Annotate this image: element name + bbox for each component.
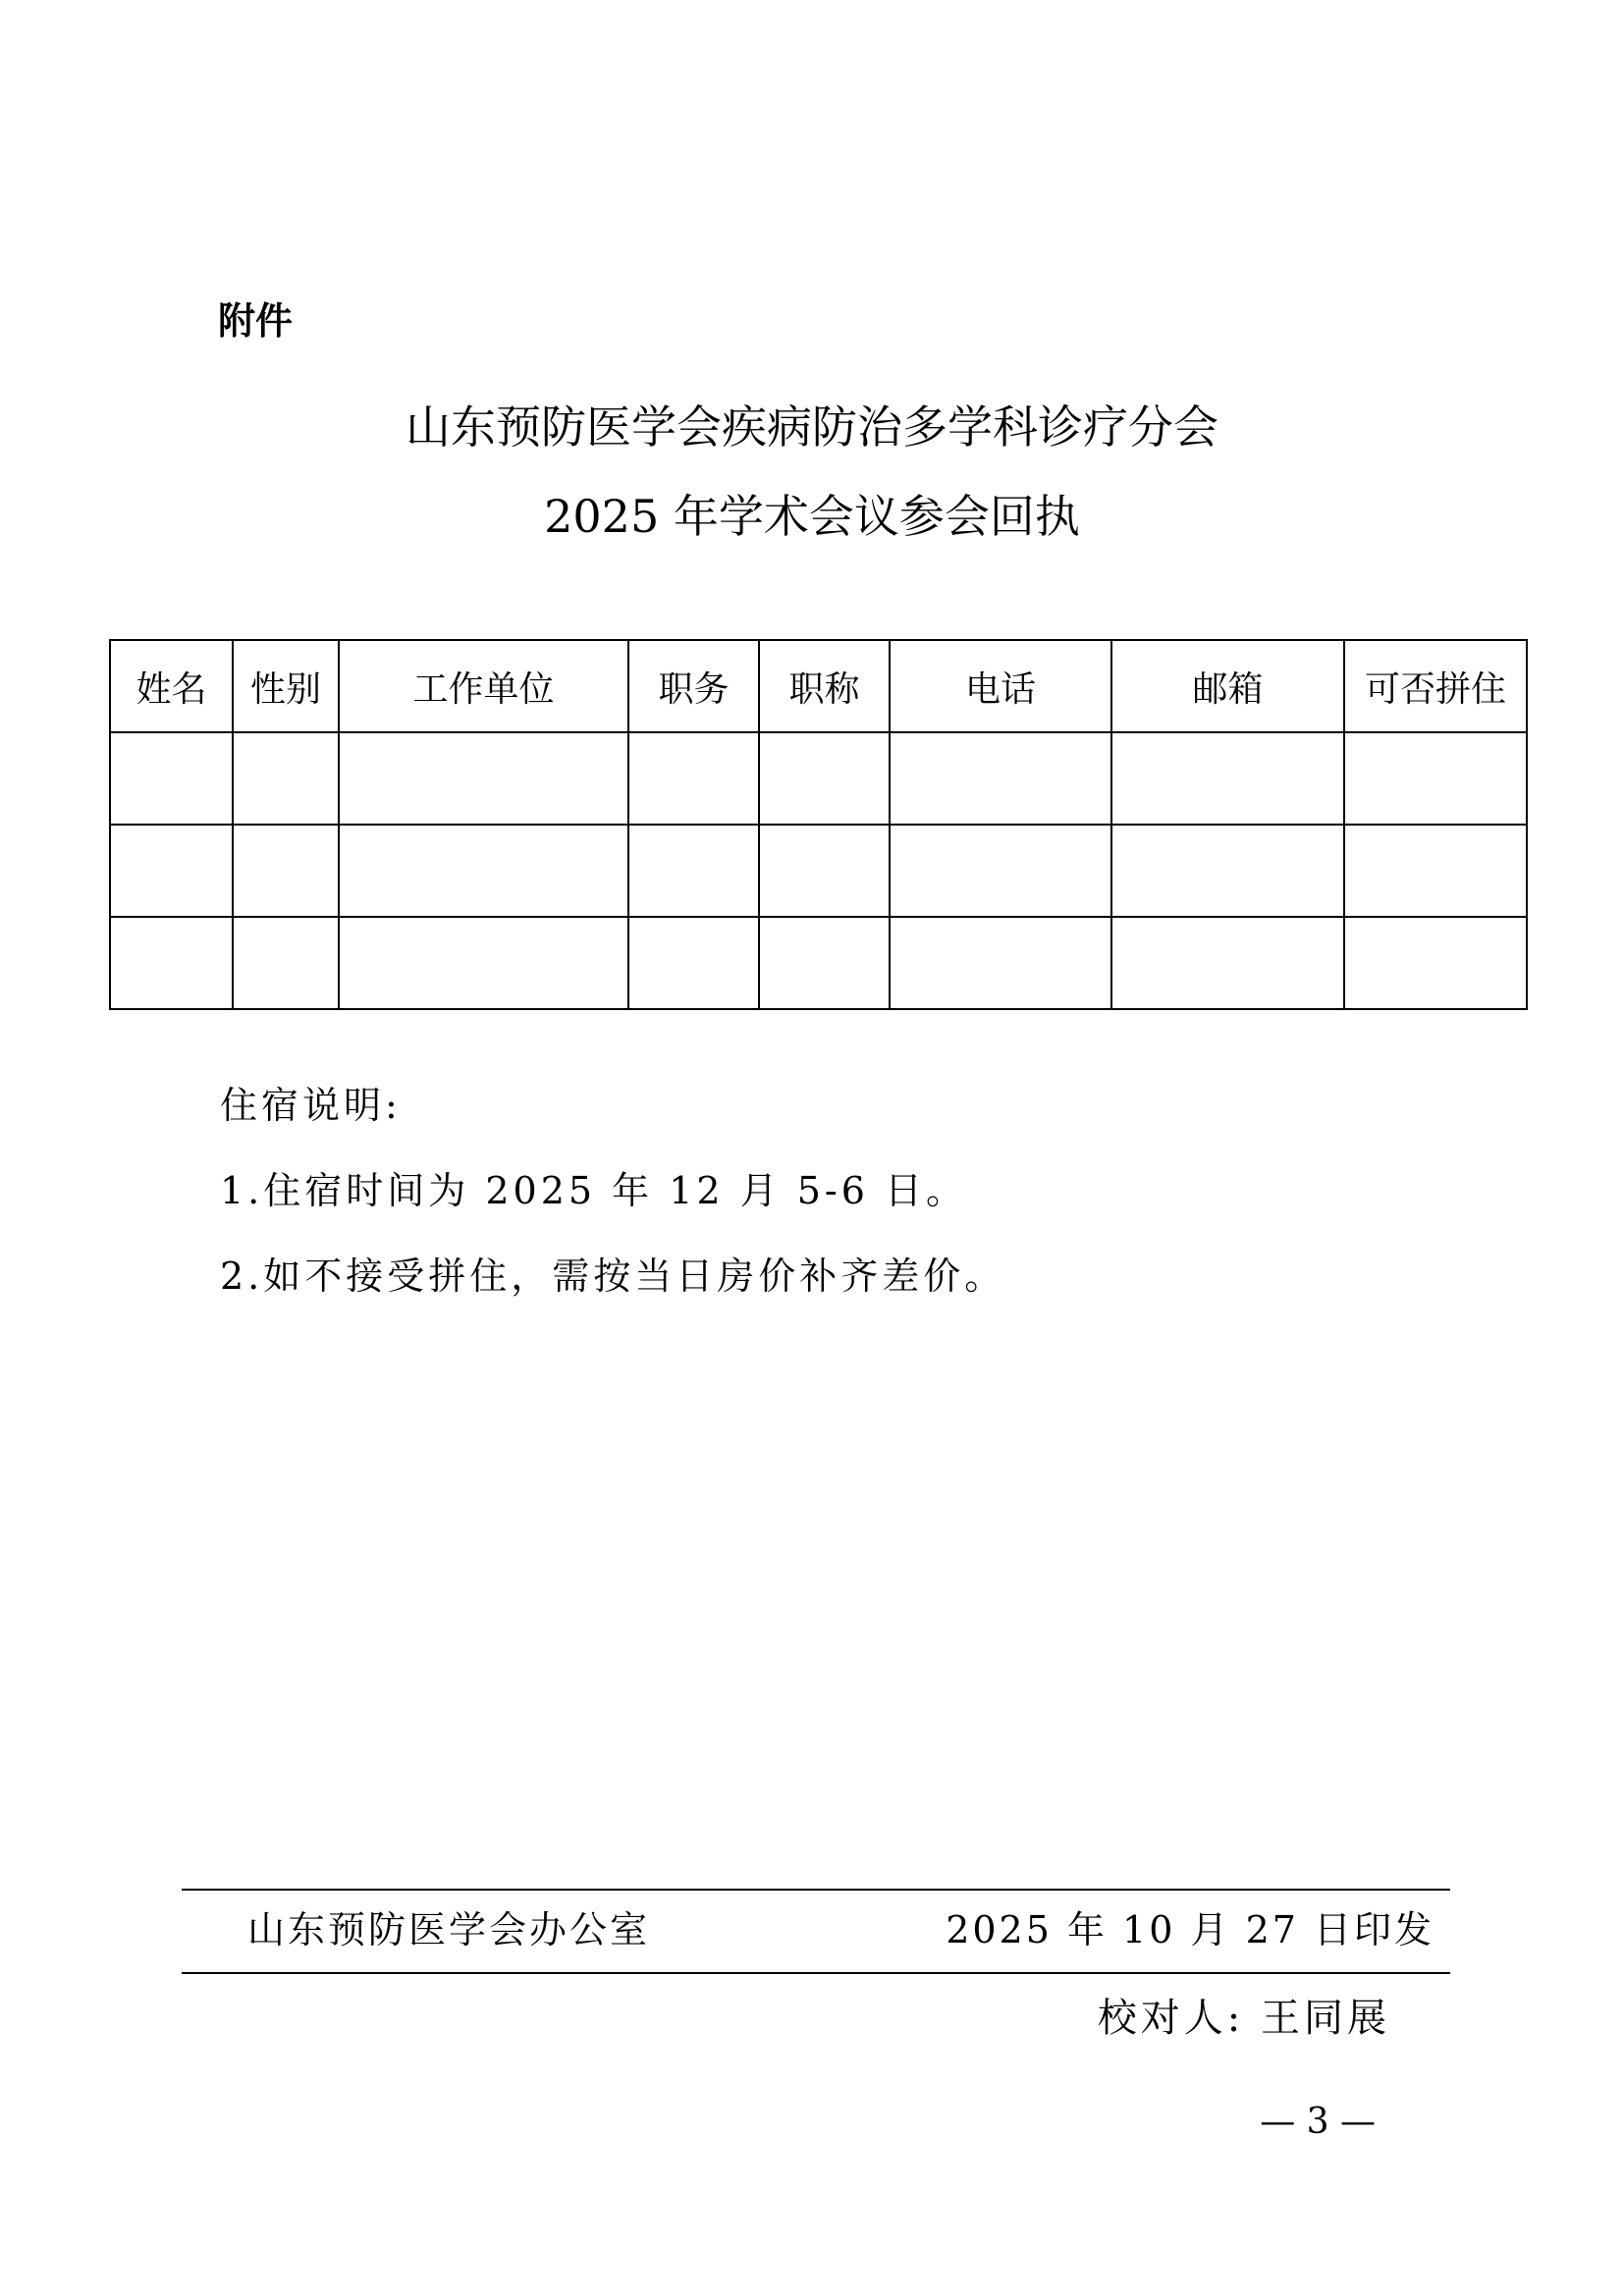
header-position: 职务 (628, 640, 759, 732)
registration-receipt-table (109, 639, 1528, 1010)
table-cell[interactable] (759, 732, 890, 825)
table-cell[interactable] (628, 825, 759, 917)
header-email: 邮箱 (1111, 640, 1344, 732)
table-cell[interactable] (890, 917, 1111, 1009)
accommodation-note-1: 1.住宿时间为 2025 年 12 月 5-6 日。 (220, 1169, 967, 1212)
table-cell[interactable] (233, 825, 339, 917)
footer-top-rule (182, 1889, 1450, 1891)
table-cell[interactable] (890, 825, 1111, 917)
table-row (110, 732, 1527, 825)
table-cell[interactable] (1344, 917, 1527, 1009)
document-title-line2: 2025 年学术会议参会回执 (544, 490, 1080, 543)
table-row (110, 825, 1527, 917)
table-cell[interactable] (1344, 732, 1527, 825)
table-cell[interactable] (628, 917, 759, 1009)
issuing-office: 山东预防医学会办公室 (247, 1908, 651, 1951)
table-cell[interactable] (1111, 732, 1344, 825)
table-cell[interactable] (339, 917, 628, 1009)
header-gender: 性别 (233, 640, 339, 732)
table-cell[interactable] (759, 917, 890, 1009)
table-cell[interactable] (233, 732, 339, 825)
document-title-line1: 山东预防医学会疾病防治多学科诊疗分会 (406, 400, 1218, 454)
table-cell[interactable] (759, 825, 890, 917)
page-number: — 3 — (1260, 2102, 1376, 2142)
table-cell[interactable] (233, 917, 339, 1009)
table-cell[interactable] (628, 732, 759, 825)
proofreader: 校对人: 王同展 (1097, 1996, 1390, 2041)
table-row (110, 917, 1527, 1009)
header-title: 职称 (759, 640, 890, 732)
attachment-label: 附件 (218, 299, 294, 343)
accommodation-note-2: 2.如不接受拼住，需按当日房价补齐差价。 (220, 1255, 1006, 1298)
table-header-row (110, 640, 1527, 732)
header-room-share: 可否拼住 (1344, 640, 1527, 732)
accommodation-notes-heading: 住宿说明: (220, 1084, 402, 1127)
header-phone: 电话 (890, 640, 1111, 732)
table-cell[interactable] (339, 825, 628, 917)
table-cell[interactable] (339, 732, 628, 825)
footer-bottom-rule (182, 1972, 1450, 1974)
table-cell[interactable] (890, 732, 1111, 825)
table-cell[interactable] (1111, 825, 1344, 917)
table-cell[interactable] (110, 732, 233, 825)
header-work-unit: 工作单位 (339, 640, 628, 732)
table-cell[interactable] (1344, 825, 1527, 917)
header-name: 姓名 (110, 640, 233, 732)
table-cell[interactable] (110, 917, 233, 1009)
table-cell[interactable] (1111, 917, 1344, 1009)
issue-date: 2025 年 10 月 27 日印发 (946, 1908, 1435, 1951)
table-cell[interactable] (110, 825, 233, 917)
